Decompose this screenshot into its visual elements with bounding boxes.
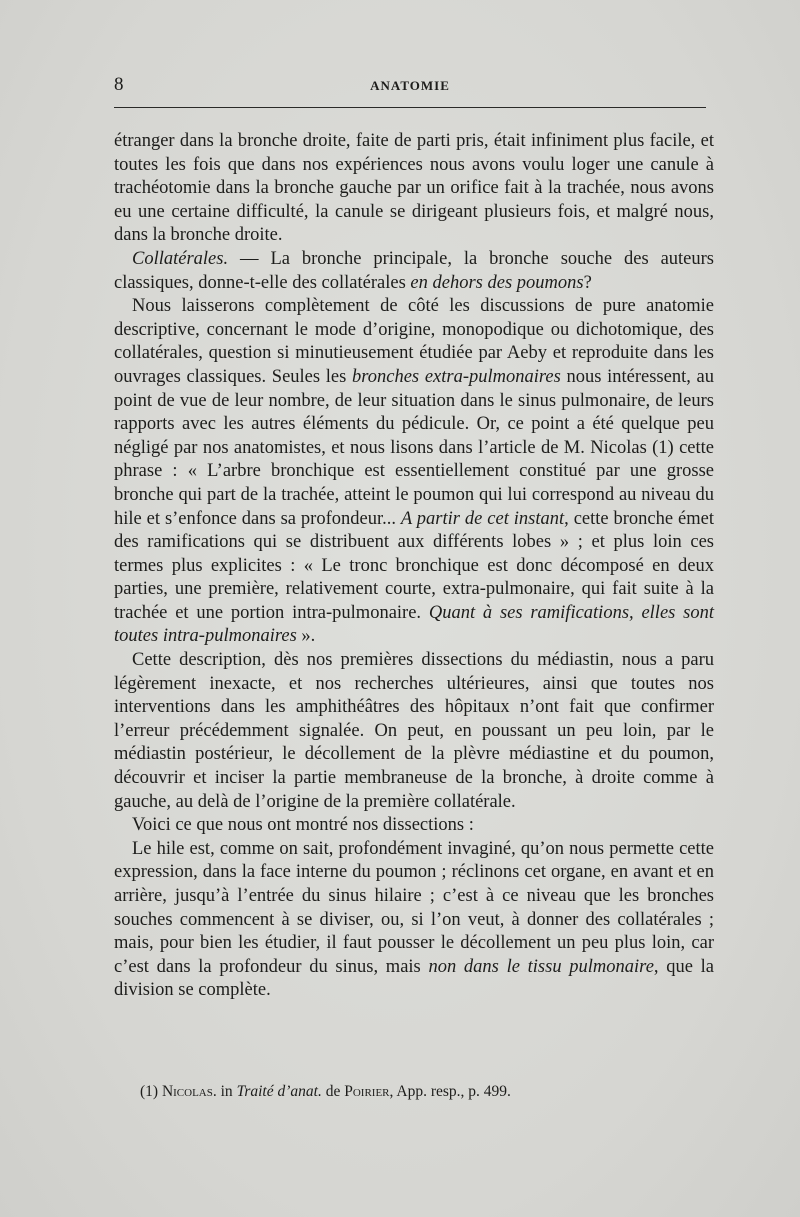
- footnote-marker: (1): [140, 1083, 162, 1100]
- italic-phrase: en dehors des poumons: [410, 272, 584, 293]
- paragraph-collaterales: [114, 248, 714, 295]
- paragraph-text: nous intéressent, au point de vue de leur nombre, de leur situation dans le sinus pulmonaire, de leurs rapports avec les autres éléments du pédicule. Or, ce point a été quelque peu négligé par nos anatomistes, et nous lisons dans l’article de M. Nicolas (1) cette phrase : « L’arbre bronchique est essentiellement constitué par une grosse bronche qui part de la trachée, atteint le poumon qui lui correspond au niveau du hile et s’enfonce dans sa profondeur...: [114, 366, 714, 529]
- paragraph-text: — La bronche principale, la bronche souche des auteurs classiques, donne-t-elle des collatérales: [114, 248, 714, 293]
- paragraph-text: Le hile est, comme on sait, profondément invaginé, qu’on nous permette cette expression, dans la face interne du poumon ; réclinons cet organe, en avant et en arrière, jusqu’à l’entrée du sinus hilaire ; c’est à ce niveau que les bronches souches commencent à se diviser, ou, si l’on veut, à donner des collatérales ; mais, pour bien les étudier, il faut pousser le décollement un peu plus loin, car c’est dans la profondeur du sinus, mais: [114, 838, 714, 977]
- paragraph-1: étranger dans la bronche droite, faite de parti pris, était infiniment plus facile, et toutes les fois que dans nos expériences nous avons voulu loger une canule à trachéotomie dans la bronche gauche par un orifice fait à la trachée, nous avons eu une certaine difficulté, la canule se dirigeant plusieurs fois, et malgré nous, dans la bronche droite.: [114, 131, 714, 246]
- paragraph-text: , cette bronche émet des ramifications qui se distribuent aux différents lobes » ; et plus loin ces termes plus explicites : « Le tronc bronchique est donc décomposé en deux parties, une première, relativement courte, extra-pulmonaire, qui fait suite à la trachée et une portion intra-pulmonaire.: [114, 508, 714, 623]
- italic-phrase: bronches extra-pulmonaires: [352, 366, 561, 387]
- italic-phrase: A partir de cet instant: [400, 508, 565, 529]
- paragraph-6: [114, 838, 714, 1003]
- paragraph-4: Cette description, dès nos premières dissections du médiastin, nous a paru légèrement inexacte, et nos recherches ultérieures, ainsi que toutes nos interventions dans les amphithéâtres des hôpitaux n’ont fait que confirmer l’erreur précédemment signalée. On peut, en poussant un peu loin, par le médiastin postérieur, le décollement de la plèvre médiastine et du poumon, découvrir et inciser la partie membraneuse de la bronche, à droite comme à gauche, au delà de l’origine de la première collatérale.: [114, 650, 714, 812]
- footnote-title: Traité d’anat.: [236, 1083, 322, 1100]
- page-number: 8: [114, 74, 124, 95]
- body-text: [114, 130, 714, 1003]
- paragraph-text: ».: [296, 626, 316, 647]
- page-header: [114, 72, 706, 98]
- paragraph-5: Voici ce que nous ont montré nos dissections :: [132, 815, 474, 836]
- paragraph-text: Nous laisserons complètement de côté les discussions de pure anatomie descriptive, concernant le mode d’origine, monopodique ou dichotomique, des collatérales, question si minutieusement étudiée par Aeby et reproduite dans les ouvrages classiques. Seules les: [114, 296, 714, 387]
- running-head: ANATOMIE: [370, 78, 450, 93]
- header-rule: [114, 107, 706, 108]
- footnote-text: de: [321, 1083, 345, 1100]
- paragraph-text: , que la division se complète.: [114, 956, 715, 1001]
- footnote-editor: Poirier: [344, 1083, 390, 1100]
- paragraph-3: [114, 295, 714, 649]
- italic-phrase: non dans le tissu pulmonaire: [428, 956, 654, 977]
- italic-phrase: Quant à ses ramifications, elles sont toutes intra-pulmonaires: [114, 602, 714, 647]
- section-heading: Collatérales.: [132, 248, 229, 269]
- footnote-text: . in: [212, 1083, 237, 1100]
- footnote-author: Nicolas: [161, 1083, 213, 1100]
- footnote-text: , App. resp., p. 499.: [389, 1083, 511, 1100]
- footnote: [140, 1082, 700, 1102]
- paragraph-text: ?: [583, 272, 592, 293]
